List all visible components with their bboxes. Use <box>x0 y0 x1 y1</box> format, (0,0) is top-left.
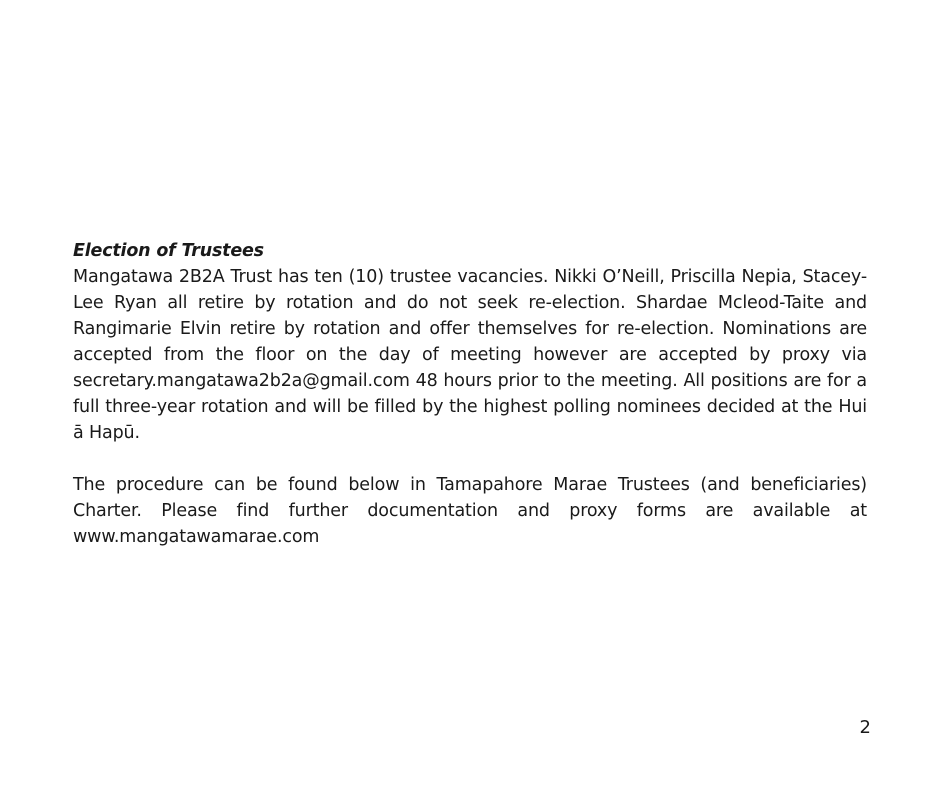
document-body <box>73 238 867 550</box>
paragraph-election-details: Mangatawa 2B2A Trust has ten (10) trustee vacancies. Nikki O’Neill, Priscilla Nepia, Stacey-Lee Ryan all retire by rotation and do not seek re-election. Shardae Mcleod-Taite and Rangimarie Elvin retire by rotation and offer themselves for re-election. Nominations are accepted from the floor on the day of meeting however are accepted by proxy via secretary.mangatawa2b2a@gmail.com 48 hours prior to the meeting. All positions are for a full three-year rotation and will be filled by the highest polling nominees decided at the Hui ā Hapū. <box>73 267 867 443</box>
section-heading: Election of Trustees <box>73 241 264 261</box>
paragraph-procedure: The procedure can be found below in Tamapahore Marae Trustees (and beneficiaries) Charter. Please find further documentation and proxy forms are available at www.mangatawamarae.com <box>73 475 867 547</box>
page-number: 2 <box>859 717 871 738</box>
